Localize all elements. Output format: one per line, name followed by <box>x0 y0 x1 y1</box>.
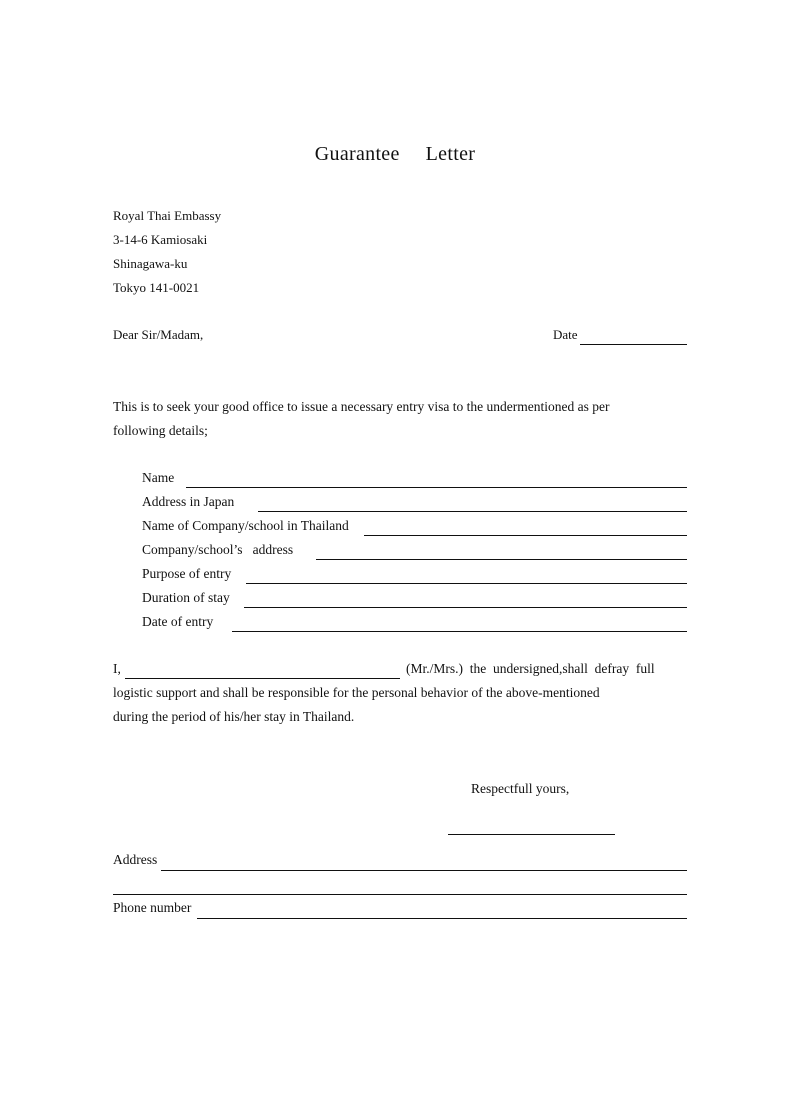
guarantor-name-field-line[interactable] <box>125 678 400 679</box>
statement-line-3: during the period of his/her stay in Thailand. <box>113 709 355 724</box>
company-address-label: Company/school’s address <box>142 542 294 557</box>
intro-line-1: This is to seek your good office to issue a necessary entry visa to the undermentioned as per <box>113 399 610 414</box>
address-field-line[interactable] <box>161 870 687 871</box>
date-entry-field-line[interactable] <box>232 631 687 632</box>
statement-line-2: logistic support and shall be responsible for the personal behavior of the above-mentioned <box>113 685 600 700</box>
statement-prefix: I, <box>113 661 121 676</box>
duration-label: Duration of stay <box>142 590 230 605</box>
closing: Respectfull yours, <box>471 781 570 796</box>
company-thailand-field-line[interactable] <box>364 535 687 536</box>
intro-line-2: following details; <box>113 423 208 438</box>
address-field-line-2[interactable] <box>113 894 687 895</box>
phone-field-line[interactable] <box>197 918 687 919</box>
recipient-line-2: 3-14-6 Kamiosaki <box>113 232 208 247</box>
title-word-letter: Letter <box>425 143 476 165</box>
date-label: Date <box>553 327 578 342</box>
company-thailand-label: Name of Company/school in Thailand <box>142 518 349 533</box>
address-label: Address <box>113 852 158 867</box>
company-address-field-line[interactable] <box>316 559 687 560</box>
recipient-line-1: Royal Thai Embassy <box>113 208 222 223</box>
purpose-field-line[interactable] <box>246 583 687 584</box>
address-japan-label: Address in Japan <box>142 494 235 509</box>
purpose-label: Purpose of entry <box>142 566 232 581</box>
title-word-guarantee: Guarantee <box>314 143 400 165</box>
address-japan-field-line[interactable] <box>258 511 687 512</box>
signature-line[interactable] <box>448 834 615 835</box>
name-field-line[interactable] <box>186 487 687 488</box>
statement-line-1: (Mr./Mrs.) the undersigned,shall defray full <box>406 661 655 676</box>
date-field-line[interactable] <box>580 344 687 345</box>
page-title <box>0 143 790 166</box>
duration-field-line[interactable] <box>244 607 687 608</box>
recipient-line-4: Tokyo 141-0021 <box>113 280 200 295</box>
date-entry-label: Date of entry <box>142 614 214 629</box>
name-label: Name <box>142 470 175 485</box>
phone-label: Phone number <box>113 900 192 915</box>
recipient-line-3: Shinagawa-ku <box>113 256 188 271</box>
salutation: Dear Sir/Madam, <box>113 327 204 342</box>
